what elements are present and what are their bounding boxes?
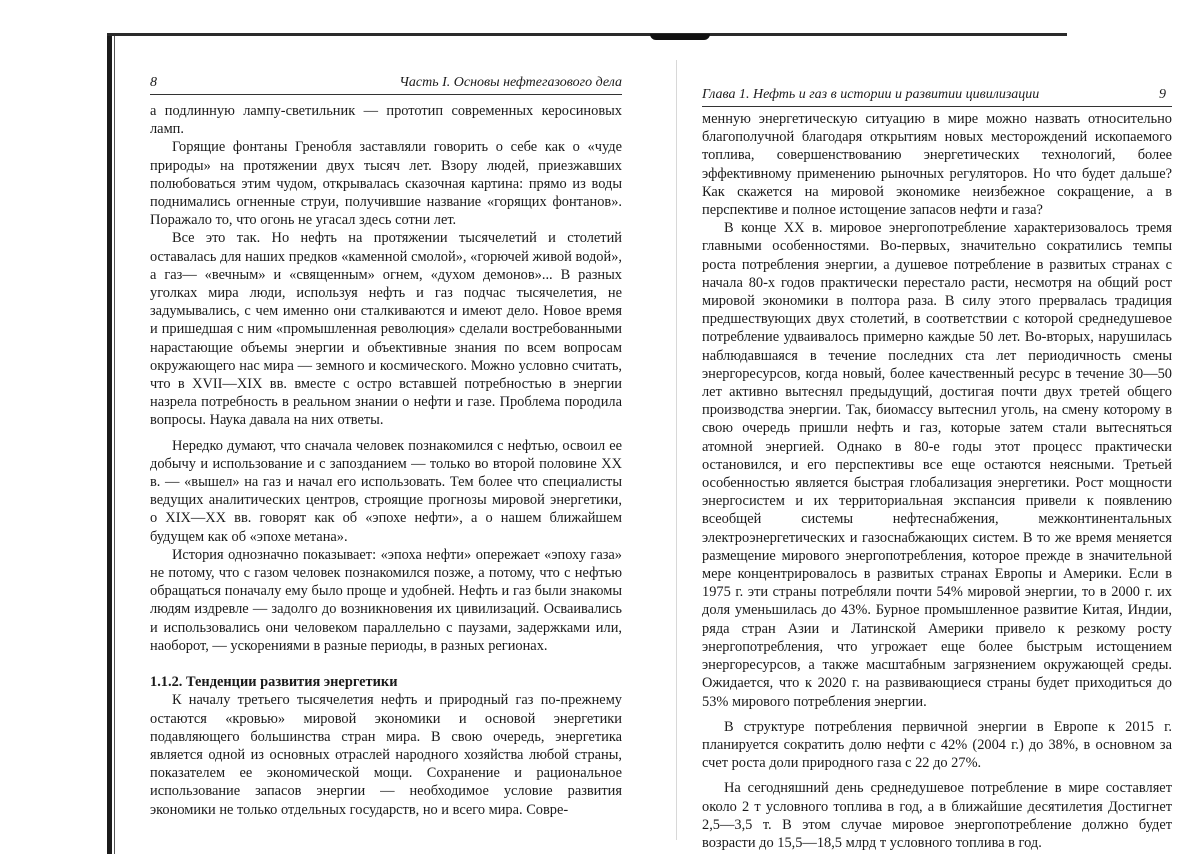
right-body-text	[702, 110, 1172, 852]
right-running-header	[702, 86, 1172, 107]
paragraph: К началу третьего тысячелетия нефть и природный газ по-прежнему остаются «кровью» мировой экономики и основой энергетики подавляющего большинства стран мира. В свою очередь, энергетика является одной из основных отраслей народного хозяйства любой страны, показателем ее экономической мощи. Сохранение и рациональное использование запасов энергии — необходимое условие развития экономики не только отдельных государств, но и всего мира. Совре-	[150, 692, 622, 818]
paragraph: Горящие фонтаны Гренобля заставляли говорить о себе как о «чуде природы» на протяжении двух тысяч лет. Взору людей, приезжавших полюбоваться этим чудом, открывалась сказочная картина: прямо из воды поднимались огненные струи, получившие название «горящих фонтанов». Поражало то, что огонь не угасал здесь сотни лет.	[150, 139, 622, 229]
paragraph: На сегодняшний день среднедушевое потребление в мире составляет около 2 т условного топлива в год, а в ближайшие десятилетия Достигнет 2,5—3,5 т. В этом случае мировое энергопотребление должно будет возрасти до 15,5—18,5 млрд т условного топлива в год.	[702, 780, 1172, 851]
left-running-header	[150, 74, 622, 95]
paragraph: а подлинную лампу-светильник — прототип современных керосиновых ламп.	[150, 103, 622, 138]
section-heading: 1.1.2. Тенденции развития энергетики	[150, 674, 398, 691]
left-page-number: 8	[150, 75, 157, 90]
scan-top-smudge	[650, 34, 710, 40]
paragraph: менную энергетическую ситуацию в мире можно назвать относительно благополучной благодаря открытиям новых месторождений ископаемого топлива, совершенствованию энергетических технологий, более эффективному применению рыночных регуляторов. Но что будет дальше? Как скажется на мировой экономике неизбежное сокращение, а в перспективе и полное истощение запасов нефти и газа?	[702, 111, 1172, 219]
right-running-head: Глава 1. Нефть и газ в истории и развитии цивилизации	[702, 87, 1040, 102]
left-page	[150, 0, 622, 857]
scan-binding-line	[114, 36, 115, 854]
paragraph: Нередко думают, что сначала человек познакомился с нефтью, освоил ее добычу и использование и с запозданием — только во второй половине XX в. — «вышел» на газ и начал его использовать. Тем более что специалисты ведущих аналитических центров, строящие прогнозы мировой энергетики, о XIX—XX вв. говорят как об «эпохе нефти», а о нашем ближайшем будущем как об «эпохе метана».	[150, 437, 622, 545]
paragraph: Все это так. Но нефть на протяжении тысячелетий и столетий оставалась для наших предков «каменной смолой», «горючей живой водой», а газ— «вечным» и «священным» огнем, «духом демонов»... В разных уголках мира люди, используя нефть и газ подчас тысячелетия, не задумывались, с чем именно они сталкиваются и имеют дело. Новое время и пришедшая с ним «промышленная революция» сделали востребованными нарастающие объемы энергии и объективные знания по всем вопросам окружающего нас мира — земного и космического. Можно условно считать, что в XVII—XIX вв. вместе с остро вставшей потребностью в энергии назрела потребность в реальном знании о нефти и газе. Проблема породила вопросы. Наука давала на них ответы.	[150, 230, 622, 429]
paragraph: В структуре потребления первичной энергии в Европе к 2015 г. планируется сократить долю нефти с 42% (2004 г.) до 38%, в основном за счет роста доли природного газа с 22 до 27%.	[702, 718, 1172, 772]
right-page-number: 9	[1159, 87, 1166, 102]
page-gutter	[676, 60, 677, 840]
scan-binding-edge	[107, 36, 112, 854]
left-running-head: Часть I. Основы нефтегазового дела	[399, 75, 622, 90]
paragraph: В конце XX в. мировое энергопотребление характеризовалось тремя главными особенностями. Во-первых, значительно сократились темпы роста потребления энергии, а душевое потребление в развитых странах с начала 80-х годов практически перестало расти, несмотря на общий рост мировой экономики в полтора раза. В силу этого прервалась традиция предшествующих двух столетий, в соответствии с которой среднедушевое потребление удваивалось примерно каждые 50 лет. Во-вторых, нарушилась наблюдавшаяся в течение последних ста лет периодичность смены энергоресурсов, когда новый, более качественный ресурс в течение 30—50 лет активно вытеснял предыдущий, достигая почти двух третей общего производства энергии. Так, биомассу вытеснил уголь, на смену которому в свою очередь пришли нефть и газ, которые затем стали вытесняться атомной энергией. Однако в 80-е годы этот процесс практически остановился, и его перспективы все еще остаются неясными. Третьей особенностью является быстрая глобализация энергетики. Рост мощности энергосистем и их территориальная экспансия привели к появлению всеобщей системы нефтеснабжения, межконтинентальных электроэнергетических и газоснабжающих систем. В то же время меняется размещение мирового энергопотребления, которое прежде в значительной мере концентрировалось в развитых странах Европы и Америки. Если в 1975 г. эти страны потребляли почти 54% мировой энергии, то в 2000 г. их доля уменьшилась до 43%. Бурное промышленное развитие Китая, Индии, ряда стран Азии и Латинской Америки привело к резкому росту энергопотребления, что угрожает еще более быстрым истощением энергоресурсов, а также масштабным загрязнением окружающей среды. Ожидается, что к 2020 г. на развивающиеся страны будет приходиться до 53% мирового потребления энергии.	[702, 220, 1172, 710]
paragraph: История однозначно показывает: «эпоха нефти» опережает «эпоху газа» не потому, что с газом человек познакомился позже, а потому, что с нефтью обращаться поначалу ему было проще и удобней. Нефть и газ были знакомы людям издревле — задолго до возникновения их цивилизаций. Осваивались и использовались они человеком параллельно с паузами, задержками или, наоборот, — ускорениями в разные периоды, в разных регионах.	[150, 546, 622, 654]
left-body-text	[150, 102, 622, 819]
right-page	[702, 0, 1172, 857]
